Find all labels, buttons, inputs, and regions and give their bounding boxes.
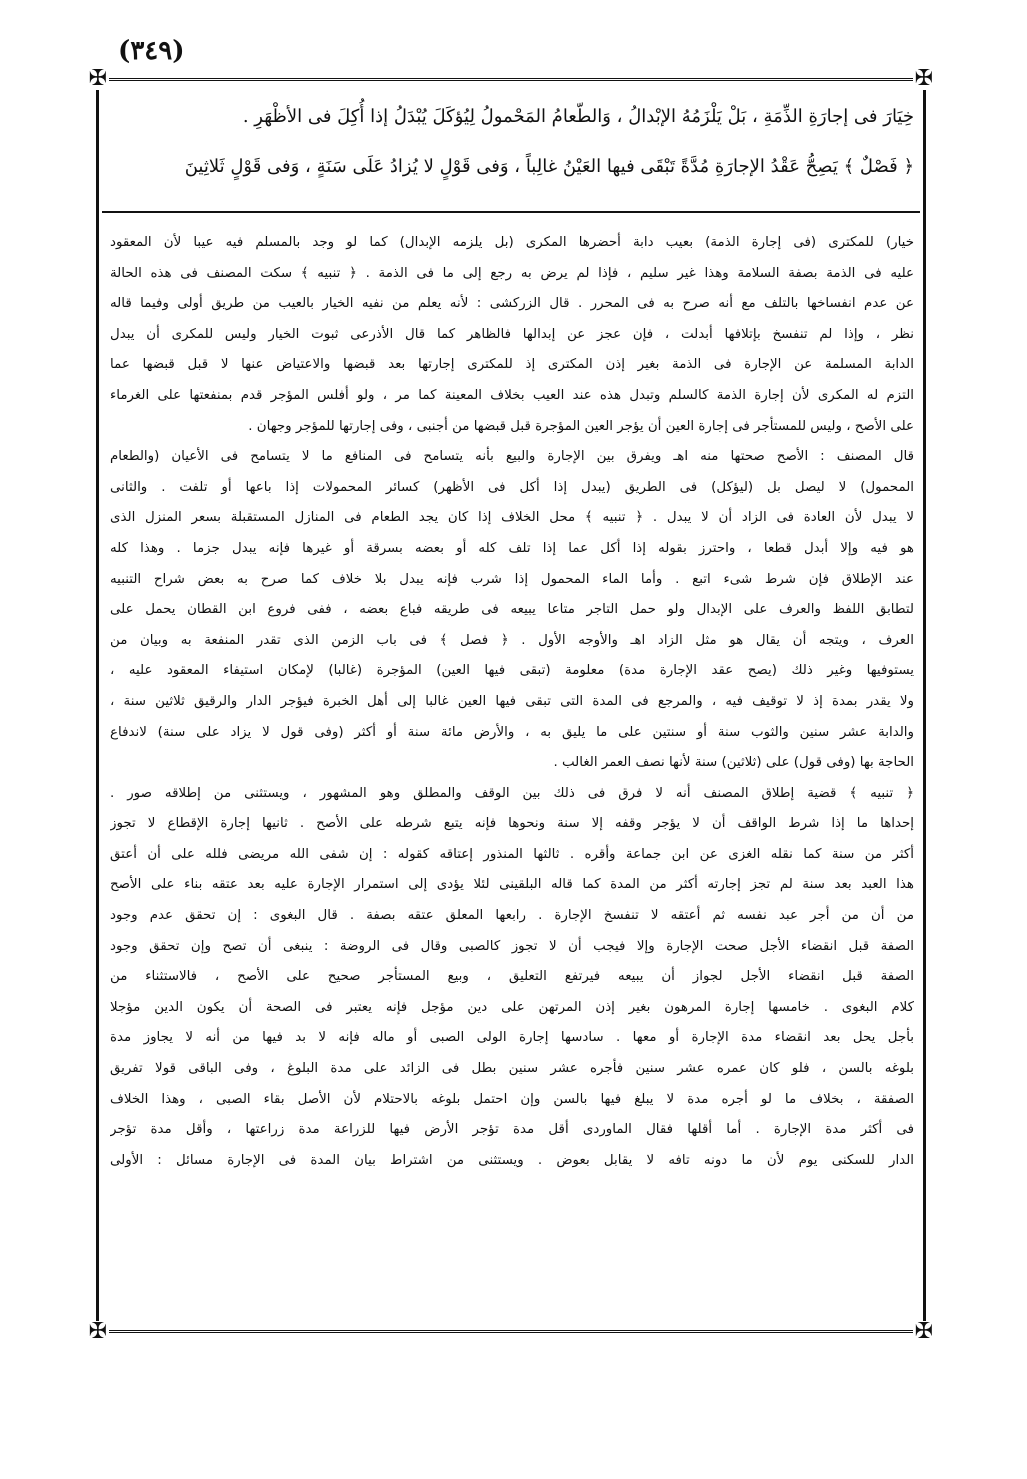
commentary-text — [110, 228, 914, 1322]
section-divider — [102, 211, 920, 213]
commentary-line: الحاجة بها (وفى قول) على (ثلاثين) سنة لأنها نصف العمر الغالب . — [553, 755, 914, 771]
corner-ornament-icon: ✠ — [914, 66, 934, 91]
commentary-line: لا يبدل لأن العادة فى الزاد أن لا يبدل . ﴿ تنبيه ﴾ محل الخلاف إذا كان يجد الطعام فى المنازل المستقبلة بسعر المنزل الذى — [110, 510, 914, 526]
commentary-line: ﴿ تنبيه ﴾ قضية إطلاق المصنف أنه لا فرق فى ذلك بين الوقف والمطلق وهو المشهور ، ويستثنى من إطلاقه صور . — [110, 785, 914, 801]
commentary-line: أكثر من سنة كما نقله الغزى عن ابن جماعة وأقره . ثالثها المنذور إعتاقه كقوله : إن شفى الله مريضى فلله على أن أعتق — [110, 846, 914, 862]
commentary-line: المحمول) لا ليصل بل (ليؤكل) فى الطريق (يبدل إذا أكل فى الأظهر) كسائر المحمولات إذا باعها أو تلفت . والثانى — [110, 479, 914, 495]
corner-ornament-icon: ✠ — [914, 1319, 934, 1344]
commentary-line: عليه فى الذمة بصفة السلامة وهذا غير سليم ، فإذا لم يرض به رجع إلى ما فى الذمة . ﴿ تنبيه ﴾ سكت المصنف فى هذه الحالة — [110, 265, 914, 281]
main-text — [110, 92, 914, 200]
corner-ornament-icon: ✠ — [88, 66, 108, 91]
commentary-line: كلام البغوى . خامسها إجارة المرهون بغير إذن المرتهن على دين مؤجل فإنه يعتبر فى الصحة أن يكون الدين مؤجلا — [110, 999, 914, 1015]
main-text-line: خِيَارَ فى إجارَةِ الذِّمَةِ ، بَلْ يَلْزَمُهُ الإبْدالُ ، وَالطّعامُ المَحْمولُ لِيُؤكَلَ يُبْدَلُ إذا أُكِلَ فى الأظْهَرِ . — [242, 106, 914, 127]
commentary-line: بأجل يحل بعد انقضاء مدة الإجارة أو معها . سادسها إجارة الولى الصبى أو ماله فإنه لا بد فيها من أنه لا يجاوز مدة — [110, 1030, 914, 1046]
commentary-line: العرف ، ويتجه أن يقال هو مثل الزاد اهـ والأوجه الأول . ﴿ فصل ﴾ فى باب الزمن الذى تقدر المنفعة به وبيان من — [110, 632, 914, 648]
commentary-line: قال المصنف : الأصح صحتها منه اهـ ويفرق بين الإجارة والبيع بأنه يتسامح فى المنافع ما لا يتسامح فى الأعيان (والطعام — [110, 449, 914, 465]
commentary-line: والدابة عشر سنين والثوب سنة أو سنتين على ما يليق به ، والأرض مائة سنة أو أكثر (وفى قول لا يزاد على سنة) لاندفاع — [110, 724, 914, 740]
commentary-line: من أن من أجر عبد نفسه ثم أعتقه لا تنفسخ الإجارة . رابعها المعلق عتقه بصفة . قال البغوى : إن تحقق عدم وجود — [110, 908, 914, 924]
commentary-line: الصفقة ، بخلاف ما لو أجره مدة لا يبلغ فيها بالسن وإن احتمل بلوغه بالاحتلام لأن الأصل بقاء الصبى ، وهذا الخلاف — [110, 1091, 914, 1107]
commentary-line: الصفة قبل انقضاء الأجل لجواز أن يبيعه فيرتفع التعليق ، وبيع المستأجر صحيح على الأصح ، فالاستثناء من — [110, 969, 914, 985]
commentary-line: الدابة المسلمة عن الإجارة فى الذمة بغير إذن المكترى إذ للمكترى إجارتها بعد قبضها والاعتياض عنها لا قبل قبضها عما — [110, 357, 914, 373]
commentary-line: يستوفيها وغير ذلك (يصح عقد الإجارة مدة) معلومة (تبقى فيها العين) المؤجرة (غالبا) لإمكان استيفاء المعقود عليه ، — [110, 663, 914, 679]
commentary-line: الصفة قبل انقضاء الأجل صحت الإجارة وإلا فيجب أن لا تجوز كالصبى وقال فى الروضة : ينبغى أن تصح وإن تحقق وجود — [110, 938, 914, 954]
commentary-line: عن عدم انفساخها بالتلف مع أنه صرح به فى المحرر . قال الزركشى : لأنه يعلم من نفيه الخيار بالعيب من طريق أولى وفيما قاله — [110, 296, 914, 312]
commentary-line: هو فيه وإلا أبدل قطعا ، واحترز بقوله إذا أكل عما إذا تلف كله أو بعضه بسرقة أو غيرها فإنه يبدل جزما . وهذا كله — [110, 540, 914, 556]
corner-ornament-icon: ✠ — [88, 1319, 108, 1344]
commentary-line: على الأصح ، وليس للمستأجر فى إجارة العين أن يؤجر العين المؤجرة قبل قبضها من أجنبى ، وفى إجارتها للمؤجر وجهان . — [248, 418, 914, 434]
main-text-line: ﴿ فَصْلٌ ﴾ يَصِحُّ عَقْدُ الإجارَةِ مُدَّةً تَبْقَى فيها العَيْنُ غالِباً ، وَفى قَوْلٍ لا يُزادُ عَلَى سَنَةٍ ، وَفى قَوْلٍ ثَلاثِينَ — [184, 156, 914, 177]
commentary-line: بلوغه بالسن ، فلو كان عمره عشر سنين فأجره عشر سنين بطل فى الزائد على مدة البلوغ ، وفى الباقى قولا تفريق — [110, 1061, 914, 1077]
page-number: (٣٤٩) — [118, 36, 185, 66]
commentary-line: خيار) للمكترى (فى إجارة الذمة) بعيب دابة أحضرها المكرى (بل يلزمه الإبدال) كما لو وجد بالمسلم فيه عيبا لأن المعقود — [110, 235, 914, 250]
commentary-line: لتطابق اللفظ والعرف على الإبدال ولو حمل التاجر متاعا يبيعه فى طريقه فباع بعضه ، ففى فروع ابن القطان يحمل على — [110, 602, 914, 618]
commentary-line: ولا يقدر بمدة إذ لا توقيف فيه ، والمرجع فى المدة التى تبقى فيها العين غالبا إلى أهل الخبرة فيؤجر الدار والرقيق ثلاثين سنة ، — [110, 693, 914, 709]
commentary-line: الدار للسكنى يوم لأن ما دونه تافه لا يقابل بعوض . ويستثنى من اشتراط بيان المدة فى الإجارة مسائل : الأولى — [110, 1152, 914, 1168]
commentary-line: التزم له المكرى لأن إجارة الذمة كالسلم وتبدل هذه عند العيب بخلاف المعينة كما مر ، ولو أفلس المؤجر قدم بمنفعتها على الغرماء — [110, 387, 914, 403]
commentary-line: هذا العبد بعد سنة لم تجز إجارته أكثر من المدة كما قاله البلقينى لئلا يؤدى إلى استمرار الإجارة عليه بعد عتقه بناء على الأصح — [110, 877, 914, 893]
commentary-line: نظر ، وإذا لم تنفسخ بإتلافها أبدلت ، فإن عجز عن إبدالها فالظاهر كما قال الأذرعى ثبوت الخيار وليس للمكرى أن يبدل — [110, 326, 914, 342]
commentary-line: إحداها ما إذا شرط الواقف أن لا يؤجر وقفه إلا سنة ونحوها فإنه يتبع شرطه على الأصح . ثانيها إجارة الإقطاع لا تجوز — [110, 816, 914, 832]
commentary-line: فى أكثر مدة الإجارة . أما أقلها فقال الماوردى أقل مدة تؤجر الأرض فيها للزراعة مدة زراعتها ، وأقل مدة تؤجر — [110, 1122, 914, 1138]
commentary-line: عند الإطلاق فإن شرط شىء اتبع . وأما الماء المحمول إذا شرب فإنه يبدل بلا خلاف كما صرح به بعض شراح التنبيه — [110, 571, 914, 587]
